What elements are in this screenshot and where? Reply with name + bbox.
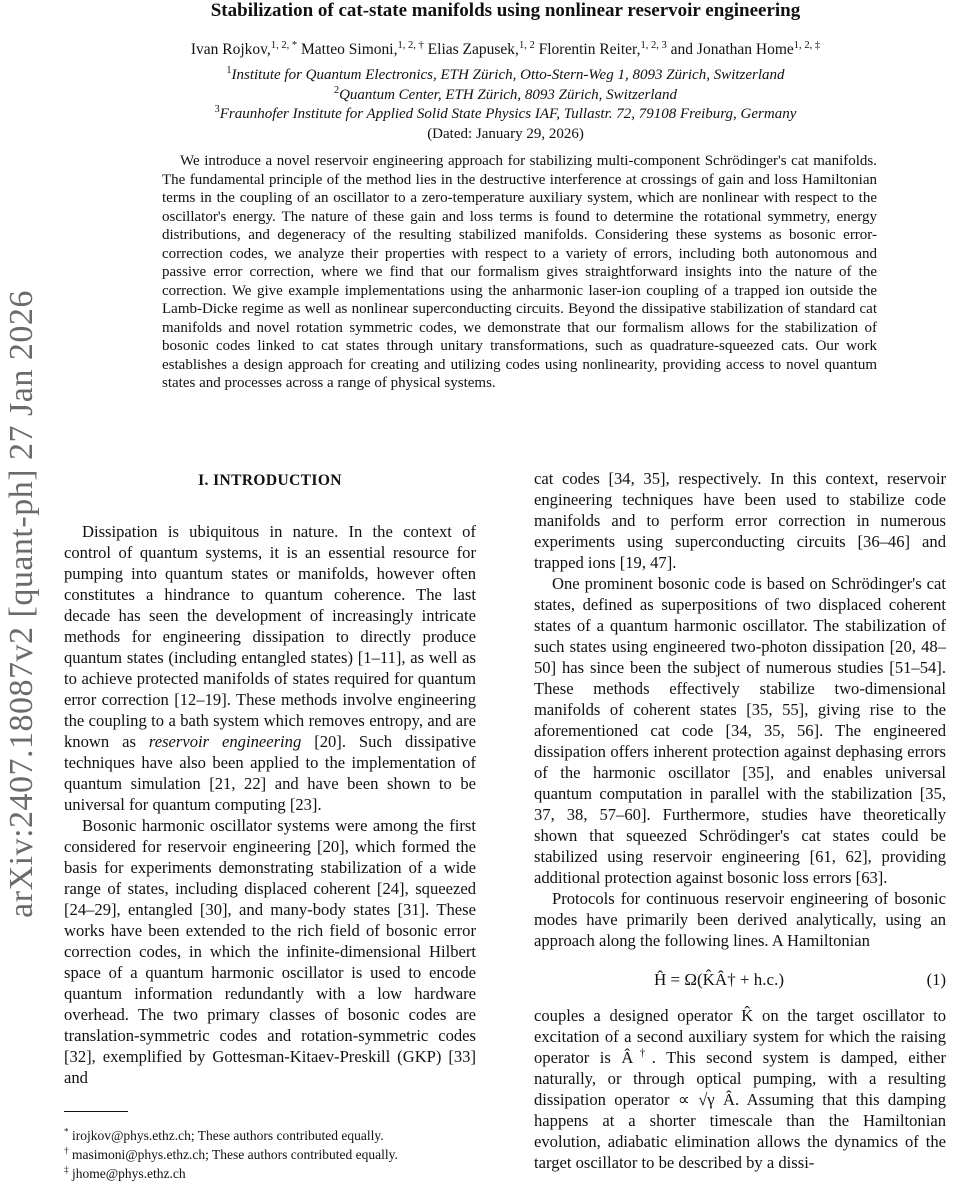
author-conjunction: and: [670, 41, 694, 58]
author-name: Elias Zapusek,: [427, 41, 519, 58]
footnote-mark: *: [64, 1126, 69, 1137]
affiliation-1: [62, 66, 949, 86]
paper-title: Stabilization of cat-state manifolds using nonlinear reservoir engineering: [210, 0, 801, 21]
affiliation-2: [62, 86, 949, 106]
author-affiliation-marks: 1, 2: [518, 39, 535, 51]
author-affiliation-marks: 1, 2, ‡: [793, 39, 821, 51]
footnote-text: jhome@phys.ethz.ch: [71, 1166, 186, 1181]
footnote-3: [64, 1164, 484, 1183]
affiliations: [62, 66, 949, 144]
affiliation-text: Fraunhofer Institute for Applied Solid State Physics IAF, Tullastr. 72, 79108 Freiburg, Germany: [219, 106, 797, 122]
intro-paragraph-2-continued: cat codes [34, 35], respectively. In this context, reservoir engineering techniques have been used to stabilize code manifolds and to perform error correction in numerous experiments using superconducting circuits [36–46] and trapped ions [19, 47].: [534, 469, 946, 572]
abstract: We introduce a novel reservoir engineering approach for stabilizing multi-component Schrödinger's cat manifolds. The fundamental principle of the method lies in the destructive interference at crossings of gain and loss Hamiltonian terms in the coupling of an oscillator to a zero-temperature auxiliary system, which are nonlinear with respect to the oscillator's energy. The nature of these gain and loss terms is found to determine the rotational symmetry, energy distributions, and degeneracy of the resulting stabilized manifolds. Considering these systems as bosonic error-correction codes, we analyze their properties with respect to a variety of errors, including both autonomous and passive error correction, where we find that our formalism gives straightforward insights into the nature of the correction. We give example implementations using the anharmonic laser-ion coupling of a trapped ion outside the Lamb-Dicke regime as well as nonlinear superconducting circuits. Beyond the dissipative stabilization of standard cat manifolds and novel rotation symmetric codes, we demonstrate that our formalism allows for the stabilization of bosonic codes linked to cat states through unitary transformations, such as quadrature-squeezed cats. Our work establishes a design approach for creating and utilizing codes using nonlinearity, providing access to novel quantum states and processes across a range of physical systems.: [162, 153, 877, 391]
footnote-text: masimoni@phys.ethz.ch; These authors contributed equally.: [71, 1147, 398, 1162]
affiliation-text: Quantum Center, ETH Zürich, 8093 Zürich, Switzerland: [339, 86, 678, 103]
affiliation-text: Institute for Quantum Electronics, ETH Zürich, Otto-Stern-Weg 1, 8093 Zürich, Switzerland: [231, 67, 785, 83]
emphasized-term: reservoir engineering: [148, 732, 302, 751]
arxiv-identifier: [2, 284, 42, 924]
dated-line: (Dated: January 29, 2026): [427, 125, 584, 142]
author-affiliation-marks: 1, 2, 3: [640, 39, 667, 51]
footnote-mark: †: [64, 1145, 69, 1156]
equation-1: [534, 961, 946, 999]
equation-body: Ĥ = Ω(K̂Â† + h.c.): [654, 970, 785, 989]
arxiv-identifier-text: arXiv:2407.18087v2 [quant-ph] 27 Jan 2026: [3, 290, 40, 918]
footnote-2: [64, 1145, 484, 1164]
footnotes: [64, 1126, 484, 1183]
intro-paragraph-2: Bosonic harmonic oscillator systems were among the first considered for reservoir engineering [20], which formed the basis for experiments demonstrating stabilization of a wide range of states, including displaced coherent [24], squeezed [24–29], entangled [30], and many-body states [31]. These works have been extended to the rich field of bosonic error correction codes, in which the infinite-dimensional Hilbert space of a quantum harmonic oscillator is used to encode quantum information redundantly with a low hardware overhead. The two primary classes of bosonic codes are translation-symmetric codes and rotation-symmetric codes [32], exemplified by Gottesman-Kitaev-Preskill (GKP) [33] and: [64, 816, 476, 1087]
intro-paragraph-5: [534, 1005, 946, 1173]
affiliation-number: 3: [214, 104, 220, 115]
intro-paragraph-3: One prominent bosonic code is based on Schrödinger's cat states, defined as superpositions of two displaced coherent states of a quantum harmonic oscillator. The stabilization of such states using engineered two-photon dissipation [20, 48–50] has since been the subject of numerous studies [51–54]. These methods effectively stabilize two-dimensional manifolds of coherent states [35, 55], giving rise to the aforementioned cat code [34, 35, 56]. The engineered dissipation offers inherent protection against dephasing errors of the harmonic oscillator [35], and enables universal quantum computation in parallel with the stabilization [35, 37, 38, 57–60]. Furthermore, studies have theoretically shown that squeezed Schrödinger's cat states could be stabilized using reservoir engineering [61, 62], providing additional protection against bosonic loss errors [63].: [534, 574, 946, 887]
affiliation-number: 1: [226, 65, 232, 76]
paragraph-text: [20]. Such dissipative techniques have also been applied to the implementation of quantum simulation [21, 22] and have been shown to be universal for quantum computing [23].: [64, 732, 477, 814]
author-name: Matteo Simoni,: [301, 41, 398, 58]
affiliation-3: [62, 105, 949, 125]
author-affiliation-marks: 1, 2, *: [270, 39, 298, 51]
left-column: [64, 470, 476, 1088]
intro-paragraph-4: Protocols for continuous reservoir engineering of bosonic modes have primarily been derived analytically, using an approach along the following lines. A Hamiltonian: [534, 889, 946, 950]
author-name: Florentin Reiter,: [538, 41, 641, 58]
footnote-rule: [64, 1111, 128, 1112]
section-heading-introduction: I. INTRODUCTION: [198, 472, 342, 489]
right-column: [534, 468, 946, 1173]
paragraph-text: . This second system is damped, either naturally, or through optical pumping, with a resulting dissipation operator ∝ √γ Â. Assuming that this damping happens at a shorter timescale than the Hamiltonian evolution, adiabatic elimination allows the dynamics of the target oscillator to be described by a dissi-: [534, 1048, 946, 1172]
dagger-superscript: †: [633, 1047, 652, 1060]
author-affiliation-marks: 1, 2, †: [397, 39, 424, 51]
footnote-mark: ‡: [64, 1164, 69, 1175]
footnote-text: irojkov@phys.ethz.ch; These authors contributed equally.: [71, 1128, 384, 1143]
equation-number: (1): [926, 970, 946, 989]
paragraph-text: couples a designed operator K̂ on the target oscillator to excitation of a second auxiliary system for which the raising operator is Â: [534, 1006, 946, 1067]
footnote-1: [64, 1126, 484, 1145]
paragraph-text: Dissipation is ubiquitous in nature. In the context of control of quantum systems, it is an essential resource for pumping into quantum states or manifolds, however often constitutes a hindrance to quantum coherence. The last decade has seen the development of increasingly intricate methods for engineering dissipation to directly produce quantum states (including entangled states) [1–11], as well as to achieve protected manifolds of states required for quantum error correction [12–19]. These methods involve engineering the coupling to a bath system which removes entropy, and are known as: [64, 522, 476, 751]
affiliation-number: 2: [333, 84, 340, 96]
author-list: [62, 40, 949, 60]
author-name: Ivan Rojkov,: [190, 41, 271, 58]
intro-paragraph-1: [64, 521, 476, 815]
author-name: Jonathan Home: [696, 41, 794, 58]
